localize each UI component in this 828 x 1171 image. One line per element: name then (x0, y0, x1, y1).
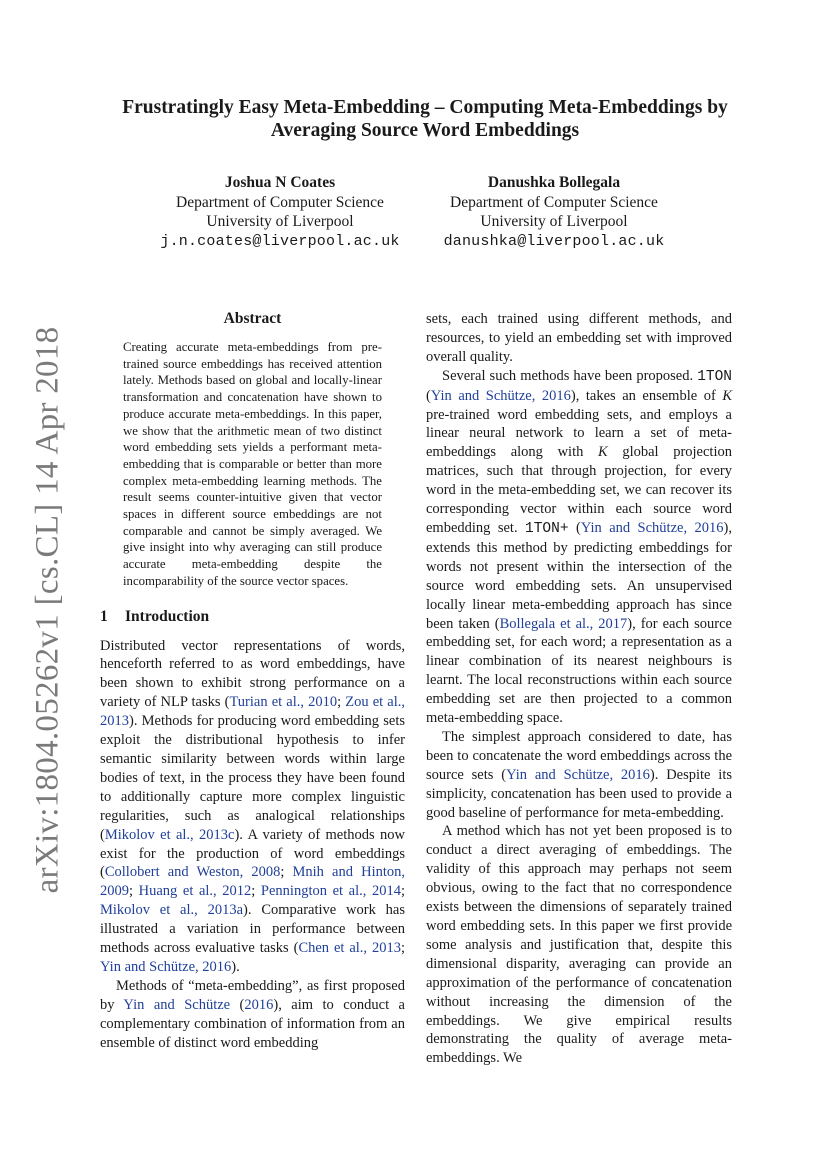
citation-link[interactable]: Pennington et al., 2014 (260, 883, 401, 900)
method-name: 1TON (697, 368, 732, 385)
author-university: University of Liverpool (206, 213, 354, 230)
citation-link[interactable]: Mnih and Hinton, 2009 (100, 864, 405, 900)
intro-paragraph-2-cont: sets, each trained using different methods, and resources, to yield an embedding set with improved overall quality. (426, 311, 732, 365)
section-number: 1 (100, 607, 108, 625)
author-block-2 (420, 173, 688, 251)
intro-paragraph-4: The simplest approach considered to date, has been to concatenate the word embeddings across the source sets (Yin and Schütze, 2016). Despite its simplicity, concatenation has been used to provide a good baseline of performance for meta-embedding. (426, 728, 732, 821)
right-column (426, 310, 732, 1068)
citation-link[interactable]: Yin and Schütze, 2016 (580, 519, 724, 536)
author-department: Department of Computer Science (450, 193, 658, 211)
title-line-2: Averaging Source Word Embeddings (270, 120, 580, 141)
author-email[interactable]: danushka@liverpool.ac.uk (443, 232, 665, 250)
title-line-1: Frustratingly Easy Meta-Embedding – Computing Meta-Embeddings by (122, 97, 728, 118)
citation-link[interactable]: Turian et al., 2010 (229, 694, 338, 711)
abstract-text: Creating accurate meta-embeddings from pre-trained source embeddings has received attention lately. Methods based on global and locally-linear transformation and concatenation have shown to produce accurate meta-embeddings. In this paper, we show that the arithmetic mean of two distinct word embedding sets yields a performant meta-embedding that is comparable or better than more complex meta-embedding learning methods. The result seems counter-intuitive given that vector spaces in different source embeddings are not comparable and cannot be simply averaged. We give insight into why averaging can still produce accurate meta-embedding despite the incomparability of the source vector spaces. (123, 340, 382, 588)
section-heading (100, 608, 405, 626)
author-email[interactable]: j.n.coates@liverpool.ac.uk (160, 232, 400, 250)
citation-link[interactable]: Collobert and Weston, 2008 (104, 864, 281, 881)
author-university: University of Liverpool (480, 213, 628, 230)
intro-paragraph-1: Distributed vector representations of words, henceforth referred to as word embeddings, have been shown to exhibit strong performance on a variety of NLP tasks (Turian et al., 2010; Zou et al., 2013). Methods for producing word embedding sets exploit the distributional hypothesis to infer semantic similarity between words within large bodies of text, in the process they have been found to additionally capture more complex linguistic regularities, such as analogical relationships (Mikolov et al., 2013c). A variety of methods now exist for the production of word embeddings (Collobert and Weston, 2008; Mnih and Hinton, 2009; Huang et al., 2012; Pennington et al., 2014; Mikolov et al., 2013a). Comparative work has illustrated a variation in performance between methods across evaluative tasks (Chen et al., 2013; Yin and Schütze, 2016). (100, 637, 405, 975)
author-name: Danushka Bollegala (487, 174, 621, 191)
intro-paragraph-3: Several such methods have been proposed. 1TON (Yin and Schütze, 2016), takes an ensemble of K pre-trained word embedding sets, and employs a linear neural network to learn a set of meta-embeddings along with K global projection matrices, such that through projection, for every word in the meta-embedding set, we can recover its corresponding vector within each source word embedding set. 1TON+ (Yin and Schütze, 2016), extends this method by predicting embeddings for words not present within the intersection of the source word embedding sets. An unsupervised locally linear meta-embedding approach has since been taken (Bollegala et al., 2017), for each source embedding set, for each word; a representation as a linear combination of its nearest neighbours is learnt. The local reconstructions within each source embedding set are then projected to a common meta-embedding space. (426, 367, 732, 727)
author-block-1 (150, 173, 410, 251)
citation-link[interactable]: Bollegala et al., 2017 (499, 615, 628, 632)
author-department: Department of Computer Science (176, 193, 384, 211)
citation-link[interactable]: Yin and Schütze, 2016 (430, 387, 571, 404)
abstract-heading: Abstract (223, 310, 282, 327)
method-name: 1TON+ (525, 520, 569, 537)
paper-title (90, 96, 760, 142)
citation-link[interactable]: Mikolov et al., 2013a (100, 902, 244, 919)
citation-link[interactable]: Zou et al., 2013 (100, 694, 405, 730)
intro-paragraph-5: A method which has not yet been proposed is to conduct a direct averaging of embeddings. The validity of this approach may perhaps not seem obvious, owing to the fact that no correspondence exists between the dimensions of separately trained word embedding sets. In this paper we first provide some analysis and justification that, despite this dimensional disparity, averaging can provide an approximation of the performance of concatenation without increasing the dimension of the embeddings. We give empirical results demonstrating the quality of average meta-embeddings. We (426, 823, 732, 1067)
left-column (100, 310, 405, 1052)
citation-link[interactable]: Yin and Schütze, 2016 (506, 766, 650, 783)
citation-link[interactable]: Chen et al., 2013 (298, 940, 401, 957)
intro-paragraph-2: Methods of “meta-embedding”, as first proposed by Yin and Schütze (2016), aim to conduct a complementary combination of information from an ensemble of distinct word embedding (100, 977, 405, 1051)
math-variable: K (722, 387, 732, 404)
citation-link[interactable]: Mikolov et al., 2013c (104, 826, 235, 843)
citation-link[interactable]: Yin and Schütze (123, 996, 231, 1013)
section-title: Introduction (125, 607, 210, 625)
citation-link[interactable]: Huang et al., 2012 (138, 883, 252, 900)
citation-link[interactable]: 2016 (244, 996, 274, 1013)
arxiv-identifier: arXiv:1804.05262v1 [cs.CL] 14 Apr 2018 (29, 326, 66, 894)
author-name: Joshua N Coates (224, 174, 336, 191)
citation-link[interactable]: Yin and Schütze, 2016 (100, 958, 232, 975)
math-variable: K (598, 444, 608, 461)
